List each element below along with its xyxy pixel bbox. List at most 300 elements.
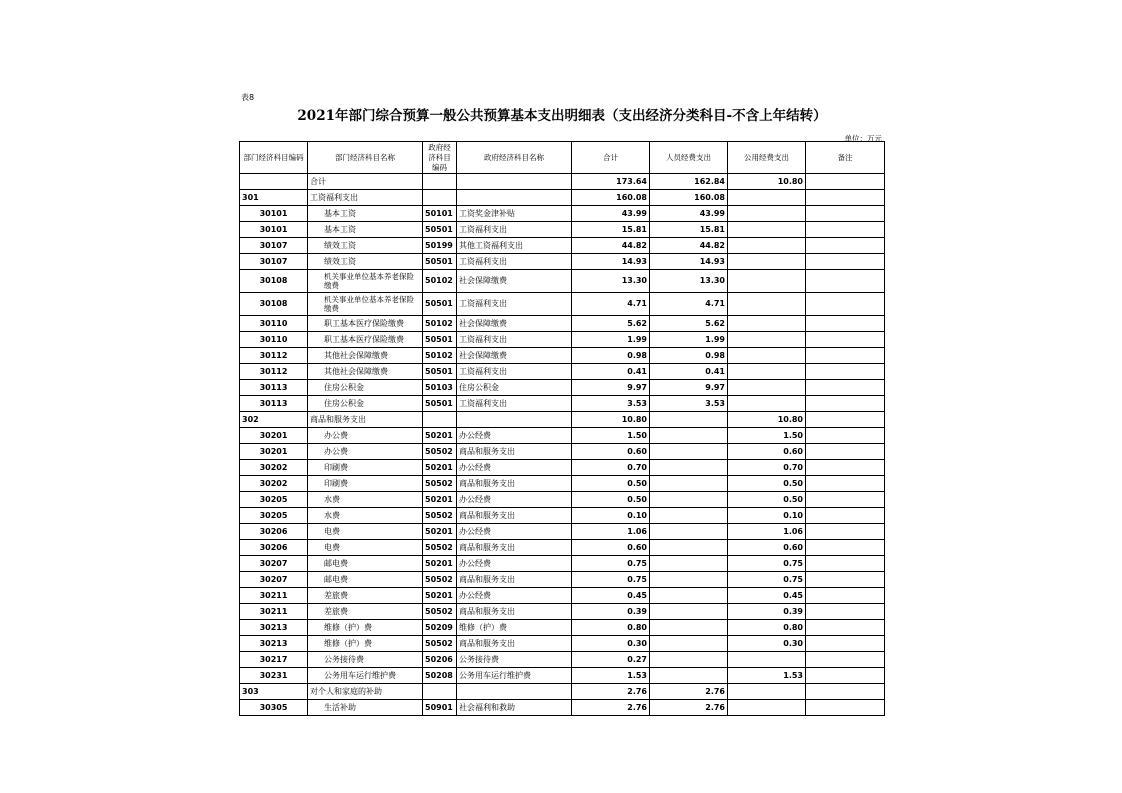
gov-name-cell: 工资福利支出: [457, 254, 572, 270]
dept-code-cell: 30211: [240, 588, 308, 604]
dept-code-cell: 30207: [240, 556, 308, 572]
public-cell: 0.70: [728, 460, 806, 476]
gov-name-cell: 社会保障缴费: [457, 348, 572, 364]
gov-name-cell: 工资奖金津补贴: [457, 206, 572, 222]
dept-code-cell: 30217: [240, 652, 308, 668]
total-cell: 0.10: [572, 508, 650, 524]
total-cell: 3.53: [572, 396, 650, 412]
personnel-cell: 160.08: [650, 190, 728, 206]
personnel-cell: [650, 636, 728, 652]
public-cell: [728, 396, 806, 412]
dept-code-cell: 30202: [240, 476, 308, 492]
table-row: [240, 396, 885, 412]
gov-name-cell: 商品和服务支出: [457, 604, 572, 620]
dept-name-cell: 邮电费: [308, 556, 423, 572]
personnel-cell: 1.99: [650, 332, 728, 348]
gov-code-cell: 50201: [423, 588, 457, 604]
dept-name-cell: 绩效工资: [308, 238, 423, 254]
personnel-cell: 5.62: [650, 316, 728, 332]
total-cell: 0.50: [572, 492, 650, 508]
total-cell: 1.99: [572, 332, 650, 348]
personnel-cell: 9.97: [650, 380, 728, 396]
gov-code-cell: [423, 190, 457, 206]
total-cell: 173.64: [572, 174, 650, 190]
public-cell: 0.45: [728, 588, 806, 604]
public-cell: 0.60: [728, 540, 806, 556]
table-body: [240, 174, 885, 716]
note-cell: [806, 316, 885, 332]
dept-name-cell: 水费: [308, 492, 423, 508]
gov-name-cell: 商品和服务支出: [457, 540, 572, 556]
table-row: [240, 540, 885, 556]
table-row: [240, 460, 885, 476]
note-cell: [806, 652, 885, 668]
public-cell: 10.80: [728, 412, 806, 428]
header-dept-name: 部门经济科目名称: [308, 142, 423, 174]
gov-name-cell: 商品和服务支出: [457, 476, 572, 492]
gov-code-cell: 50102: [423, 348, 457, 364]
personnel-cell: [650, 620, 728, 636]
gov-code-cell: 50502: [423, 476, 457, 492]
dept-name-cell: 其他社会保障缴费: [308, 348, 423, 364]
note-cell: [806, 540, 885, 556]
gov-code-cell: 50502: [423, 444, 457, 460]
gov-name-cell: 商品和服务支出: [457, 508, 572, 524]
public-cell: [728, 238, 806, 254]
note-cell: [806, 556, 885, 572]
gov-name-cell: 工资福利支出: [457, 364, 572, 380]
dept-name-cell: 电费: [308, 540, 423, 556]
gov-code-cell: 50901: [423, 700, 457, 716]
gov-code-cell: 50201: [423, 492, 457, 508]
dept-name-cell: 维修（护）费: [308, 620, 423, 636]
gov-name-cell: 商品和服务支出: [457, 636, 572, 652]
personnel-cell: [650, 588, 728, 604]
public-cell: [728, 270, 806, 293]
dept-name-cell: 合计: [308, 174, 423, 190]
dept-name-cell: 住房公积金: [308, 396, 423, 412]
dept-name-cell: 公务用车运行维护费: [308, 668, 423, 684]
dept-code-cell: 30201: [240, 444, 308, 460]
dept-name-cell: 印刷费: [308, 460, 423, 476]
table-row: [240, 652, 885, 668]
gov-code-cell: 50501: [423, 254, 457, 270]
dept-name-cell: 住房公积金: [308, 380, 423, 396]
gov-name-cell: 办公经费: [457, 556, 572, 572]
personnel-cell: 4.71: [650, 293, 728, 316]
personnel-cell: [650, 476, 728, 492]
public-cell: 0.30: [728, 636, 806, 652]
personnel-cell: 15.81: [650, 222, 728, 238]
public-cell: 0.80: [728, 620, 806, 636]
gov-name-cell: 公务接待费: [457, 652, 572, 668]
gov-name-cell: 其他工资福利支出: [457, 238, 572, 254]
header-dept-code: 部门经济科目编码: [240, 142, 308, 174]
note-cell: [806, 620, 885, 636]
gov-code-cell: 50199: [423, 238, 457, 254]
dept-code-cell: 30101: [240, 206, 308, 222]
note-cell: [806, 206, 885, 222]
note-cell: [806, 524, 885, 540]
note-cell: [806, 238, 885, 254]
gov-code-cell: 50502: [423, 572, 457, 588]
note-cell: [806, 348, 885, 364]
dept-code-cell: [240, 174, 308, 190]
note-cell: [806, 668, 885, 684]
personnel-cell: 2.76: [650, 700, 728, 716]
dept-code-cell: 30305: [240, 700, 308, 716]
gov-code-cell: 50501: [423, 364, 457, 380]
gov-name-cell: 住房公积金: [457, 380, 572, 396]
note-cell: [806, 572, 885, 588]
dept-code-cell: 30113: [240, 380, 308, 396]
header-total: 合计: [572, 142, 650, 174]
note-cell: [806, 588, 885, 604]
table-row: [240, 270, 885, 293]
note-cell: [806, 332, 885, 348]
category-row: [240, 412, 885, 428]
table-row: [240, 508, 885, 524]
personnel-cell: 162.84: [650, 174, 728, 190]
gov-name-cell: 工资福利支出: [457, 396, 572, 412]
public-cell: 0.10: [728, 508, 806, 524]
personnel-cell: 2.76: [650, 684, 728, 700]
total-cell: 1.06: [572, 524, 650, 540]
public-cell: 0.50: [728, 476, 806, 492]
note-cell: [806, 460, 885, 476]
note-cell: [806, 174, 885, 190]
gov-code-cell: 50501: [423, 332, 457, 348]
gov-code-cell: 50502: [423, 604, 457, 620]
gov-code-cell: 50201: [423, 428, 457, 444]
gov-name-cell: 办公经费: [457, 428, 572, 444]
gov-name-cell: 工资福利支出: [457, 222, 572, 238]
personnel-cell: [650, 492, 728, 508]
table-header-row: [240, 142, 885, 174]
table-row: [240, 254, 885, 270]
note-cell: [806, 684, 885, 700]
note-cell: [806, 700, 885, 716]
dept-name-cell: 绩效工资: [308, 254, 423, 270]
total-cell: 0.75: [572, 556, 650, 572]
dept-name-cell: 差旅费: [308, 588, 423, 604]
gov-code-cell: 50502: [423, 540, 457, 556]
gov-code-cell: [423, 174, 457, 190]
dept-code-cell: 30107: [240, 238, 308, 254]
public-cell: [728, 293, 806, 316]
total-cell: 14.93: [572, 254, 650, 270]
gov-code-cell: 50201: [423, 556, 457, 572]
total-cell: 0.60: [572, 444, 650, 460]
dept-name-cell: 机关事业单位基本养老保险缴费: [308, 270, 423, 293]
dept-code-cell: 302: [240, 412, 308, 428]
public-cell: [728, 332, 806, 348]
dept-name-cell: 差旅费: [308, 604, 423, 620]
gov-name-cell: 维修（护）费: [457, 620, 572, 636]
gov-code-cell: [423, 412, 457, 428]
dept-code-cell: 30110: [240, 332, 308, 348]
table-row: [240, 476, 885, 492]
total-cell: 2.76: [572, 684, 650, 700]
dept-code-cell: 30213: [240, 636, 308, 652]
dept-name-cell: 工资福利支出: [308, 190, 423, 206]
public-cell: 0.75: [728, 556, 806, 572]
gov-name-cell: 工资福利支出: [457, 293, 572, 316]
dept-name-cell: 机关事业单位基本养老保险缴费: [308, 293, 423, 316]
unit-label: 单位：万元: [844, 134, 882, 143]
total-cell: 2.76: [572, 700, 650, 716]
dept-name-cell: 生活补助: [308, 700, 423, 716]
header-gov-code: 政府经济科目编码: [423, 142, 457, 174]
dept-code-cell: 30205: [240, 508, 308, 524]
table-row: [240, 668, 885, 684]
table-row: [240, 428, 885, 444]
dept-code-cell: 30108: [240, 293, 308, 316]
public-cell: [728, 380, 806, 396]
personnel-cell: [650, 508, 728, 524]
total-cell: 1.50: [572, 428, 650, 444]
dept-code-cell: 30207: [240, 572, 308, 588]
table-row: [240, 316, 885, 332]
public-cell: [728, 700, 806, 716]
dept-name-cell: 其他社会保障缴费: [308, 364, 423, 380]
gov-code-cell: 50206: [423, 652, 457, 668]
total-cell: 0.41: [572, 364, 650, 380]
dept-code-cell: 30112: [240, 364, 308, 380]
total-cell: 0.30: [572, 636, 650, 652]
gov-name-cell: 商品和服务支出: [457, 444, 572, 460]
gov-name-cell: [457, 412, 572, 428]
header-public: 公用经费支出: [728, 142, 806, 174]
personnel-cell: [650, 652, 728, 668]
dept-code-cell: 30107: [240, 254, 308, 270]
dept-name-cell: 办公费: [308, 444, 423, 460]
total-cell: 43.99: [572, 206, 650, 222]
total-cell: 0.50: [572, 476, 650, 492]
public-cell: [728, 348, 806, 364]
personnel-cell: [650, 540, 728, 556]
gov-code-cell: 50501: [423, 222, 457, 238]
dept-code-cell: 30206: [240, 540, 308, 556]
personnel-cell: 43.99: [650, 206, 728, 222]
gov-code-cell: 50501: [423, 396, 457, 412]
total-cell: 10.80: [572, 412, 650, 428]
dept-code-cell: 30101: [240, 222, 308, 238]
note-cell: [806, 190, 885, 206]
table-row: [240, 348, 885, 364]
public-cell: [728, 316, 806, 332]
gov-code-cell: 50208: [423, 668, 457, 684]
gov-code-cell: 50201: [423, 460, 457, 476]
personnel-cell: [650, 412, 728, 428]
total-cell: 0.80: [572, 620, 650, 636]
note-cell: [806, 380, 885, 396]
dept-code-cell: 30112: [240, 348, 308, 364]
public-cell: 0.75: [728, 572, 806, 588]
public-cell: 1.50: [728, 428, 806, 444]
table-row: [240, 206, 885, 222]
table-row: [240, 444, 885, 460]
personnel-cell: 13.30: [650, 270, 728, 293]
total-cell: 4.71: [572, 293, 650, 316]
note-cell: [806, 492, 885, 508]
gov-name-cell: 社会保障缴费: [457, 316, 572, 332]
gov-name-cell: 社会保障缴费: [457, 270, 572, 293]
header-gov-name: 政府经济科目名称: [457, 142, 572, 174]
total-cell: 0.45: [572, 588, 650, 604]
dept-code-cell: 30211: [240, 604, 308, 620]
personnel-cell: [650, 524, 728, 540]
personnel-cell: 44.82: [650, 238, 728, 254]
personnel-cell: 0.41: [650, 364, 728, 380]
dept-name-cell: 基本工资: [308, 222, 423, 238]
public-cell: [728, 222, 806, 238]
gov-name-cell: [457, 684, 572, 700]
dept-name-cell: 基本工资: [308, 206, 423, 222]
dept-code-cell: 30108: [240, 270, 308, 293]
public-cell: 0.50: [728, 492, 806, 508]
table-row: [240, 492, 885, 508]
table-row: [240, 556, 885, 572]
note-cell: [806, 222, 885, 238]
public-cell: 0.39: [728, 604, 806, 620]
dept-code-cell: 30206: [240, 524, 308, 540]
personnel-cell: 0.98: [650, 348, 728, 364]
gov-code-cell: 50103: [423, 380, 457, 396]
gov-code-cell: 50501: [423, 293, 457, 316]
table-row: [240, 380, 885, 396]
gov-code-cell: 50102: [423, 316, 457, 332]
personnel-cell: [650, 572, 728, 588]
total-cell: 0.60: [572, 540, 650, 556]
dept-code-cell: 30201: [240, 428, 308, 444]
gov-name-cell: 社会福利和救助: [457, 700, 572, 716]
dept-name-cell: 对个人和家庭的补助: [308, 684, 423, 700]
note-cell: [806, 270, 885, 293]
table-row: [240, 364, 885, 380]
dept-name-cell: 办公费: [308, 428, 423, 444]
dept-name-cell: 职工基本医疗保险缴费: [308, 316, 423, 332]
note-cell: [806, 636, 885, 652]
dept-code-cell: 301: [240, 190, 308, 206]
public-cell: [728, 206, 806, 222]
personnel-cell: [650, 556, 728, 572]
personnel-cell: [650, 604, 728, 620]
dept-name-cell: 维修（护）费: [308, 636, 423, 652]
total-cell: 5.62: [572, 316, 650, 332]
table-number: 表8: [241, 93, 255, 102]
note-cell: [806, 428, 885, 444]
dept-code-cell: 30231: [240, 668, 308, 684]
table-row: [240, 620, 885, 636]
note-cell: [806, 476, 885, 492]
total-cell: 13.30: [572, 270, 650, 293]
dept-code-cell: 30110: [240, 316, 308, 332]
dept-name-cell: 水费: [308, 508, 423, 524]
dept-name-cell: 印刷费: [308, 476, 423, 492]
personnel-cell: [650, 428, 728, 444]
gov-name-cell: [457, 190, 572, 206]
total-cell: 44.82: [572, 238, 650, 254]
public-cell: 1.06: [728, 524, 806, 540]
table-row: [240, 238, 885, 254]
gov-code-cell: 50502: [423, 508, 457, 524]
total-cell: 0.39: [572, 604, 650, 620]
dept-name-cell: 职工基本医疗保险缴费: [308, 332, 423, 348]
personnel-cell: [650, 460, 728, 476]
table-row: [240, 700, 885, 716]
table-row: [240, 572, 885, 588]
header-note: 备注: [806, 142, 885, 174]
gov-name-cell: [457, 174, 572, 190]
table-row: [240, 222, 885, 238]
gov-code-cell: 50209: [423, 620, 457, 636]
dept-code-cell: 30213: [240, 620, 308, 636]
table-row: [240, 588, 885, 604]
dept-name-cell: 邮电费: [308, 572, 423, 588]
gov-code-cell: 50502: [423, 636, 457, 652]
total-cell: 160.08: [572, 190, 650, 206]
table-row: [240, 524, 885, 540]
dept-name-cell: 公务接待费: [308, 652, 423, 668]
total-cell: 9.97: [572, 380, 650, 396]
total-cell: 0.27: [572, 652, 650, 668]
total-row: [240, 174, 885, 190]
public-cell: [728, 652, 806, 668]
public-cell: 1.53: [728, 668, 806, 684]
budget-table: [239, 141, 885, 716]
note-cell: [806, 412, 885, 428]
gov-code-cell: [423, 684, 457, 700]
gov-code-cell: 50102: [423, 270, 457, 293]
note-cell: [806, 396, 885, 412]
dept-code-cell: 30205: [240, 492, 308, 508]
public-cell: [728, 364, 806, 380]
total-cell: 0.70: [572, 460, 650, 476]
table-row: [240, 636, 885, 652]
gov-name-cell: 办公经费: [457, 588, 572, 604]
total-cell: 15.81: [572, 222, 650, 238]
public-cell: 0.60: [728, 444, 806, 460]
category-row: [240, 190, 885, 206]
public-cell: 10.80: [728, 174, 806, 190]
table-row: [240, 604, 885, 620]
note-cell: [806, 604, 885, 620]
table-row: [240, 332, 885, 348]
note-cell: [806, 364, 885, 380]
gov-name-cell: 办公经费: [457, 460, 572, 476]
gov-name-cell: 办公经费: [457, 492, 572, 508]
public-cell: [728, 190, 806, 206]
dept-code-cell: 303: [240, 684, 308, 700]
personnel-cell: 3.53: [650, 396, 728, 412]
total-cell: 0.98: [572, 348, 650, 364]
note-cell: [806, 254, 885, 270]
public-cell: [728, 254, 806, 270]
personnel-cell: [650, 444, 728, 460]
gov-name-cell: 公务用车运行维护费: [457, 668, 572, 684]
gov-code-cell: 50101: [423, 206, 457, 222]
category-row: [240, 684, 885, 700]
note-cell: [806, 444, 885, 460]
table-row: [240, 293, 885, 316]
note-cell: [806, 508, 885, 524]
header-personnel: 人员经费支出: [650, 142, 728, 174]
personnel-cell: [650, 668, 728, 684]
dept-code-cell: 30113: [240, 396, 308, 412]
public-cell: [728, 684, 806, 700]
gov-name-cell: 工资福利支出: [457, 332, 572, 348]
